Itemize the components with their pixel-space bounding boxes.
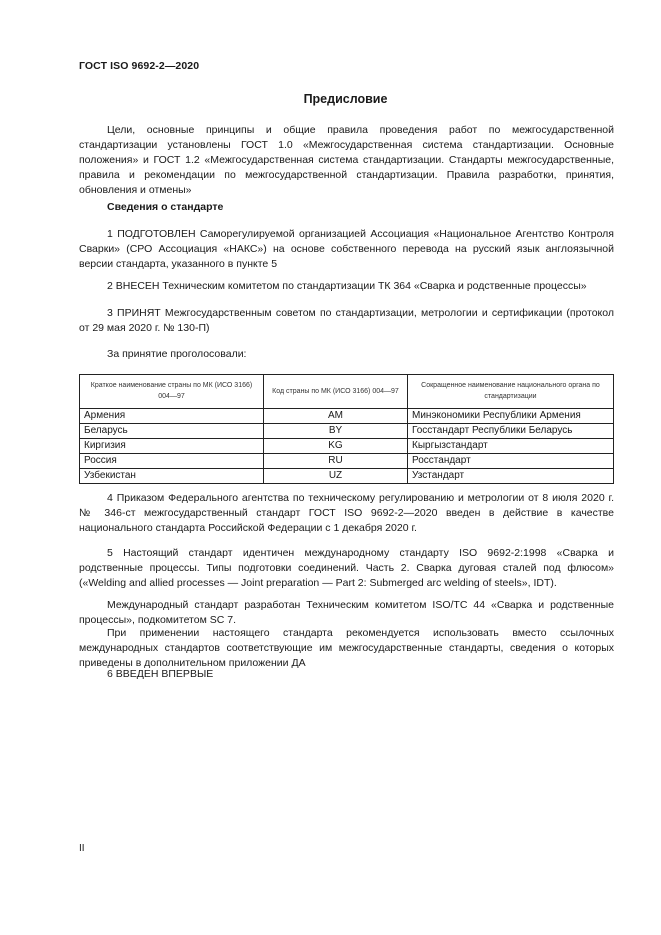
table-row <box>80 424 614 439</box>
cell-body: Узстандарт <box>408 469 614 484</box>
header-country-name: Краткое наименование страны по МК (ИСО 3166) 004—97 <box>80 375 264 409</box>
cell-country: Беларусь <box>80 424 264 439</box>
cell-country: Армения <box>80 409 264 424</box>
cell-code: AM <box>264 409 408 424</box>
intro-paragraph: Цели, основные принципы и общие правила проведения работ по межгосударственной стандартизации установлены ГОСТ 1.0 «Межгосударственная система стандартизации. Основные положения» и ГОСТ 1.2 «Межгосударственная система стандартизации. Стандарты межгосударственные, правила и рекомендации по межгосударственной стандартизации. Правила разработки, принятия, обновления и отмены» <box>79 124 614 196</box>
item-1-paragraph: 1 ПОДГОТОВЛЕН Саморегулируемой организацией Ассоциация «Национальное Агентство Контроля Сварки» (СРО Ассоциация «НАКС») на основе собственного перевода на русский язык англоязычной версии стандарта, указанного в пункте 5 <box>79 228 614 270</box>
item-3-paragraph: 3 ПРИНЯТ Межгосударственным советом по стандартизации, метрологии и сертификации (протокол от 29 мая 2020 г. № 130-П) <box>79 307 614 334</box>
page-number: II <box>79 843 85 854</box>
item-2-paragraph: 2 ВНЕСЕН Техническим комитетом по стандартизации ТК 364 «Сварка и родственные процессы» <box>107 280 587 292</box>
item-5-tc-paragraph: Международный стандарт разработан Техническим комитетом ISO/TC 44 «Сварка и родственные процессы», подкомитетом SC 7. <box>79 599 614 626</box>
item-4-paragraph: 4 Приказом Федерального агентства по техническому регулированию и метрологии от 8 июля 2020 г. № 346-ст межгосударственный стандарт ГОСТ ISO 9692-2—2020 введен в действие в качестве национального стандарта Российской Федерации с 1 декабря 2020 г. <box>79 492 614 534</box>
voting-table <box>79 374 614 484</box>
document-id: ГОСТ ISO 9692-2—2020 <box>79 60 200 72</box>
cell-body: Госстандарт Республики Беларусь <box>408 424 614 439</box>
cell-code: BY <box>264 424 408 439</box>
cell-body: Минэкономики Республики Армения <box>408 409 614 424</box>
info-heading: Сведения о стандарте <box>107 201 224 213</box>
cell-code: KG <box>264 439 408 454</box>
header-standards-body: Сокращенное наименование национального органа по стандартизации <box>408 375 614 409</box>
table-header-row <box>80 375 614 409</box>
cell-code: RU <box>264 454 408 469</box>
header-country-code: Код страны по МК (ИСО 3166) 004—97 <box>264 375 408 409</box>
cell-code: UZ <box>264 469 408 484</box>
table-row <box>80 469 614 484</box>
cell-body: Кыргызстандарт <box>408 439 614 454</box>
item-6-paragraph: 6 ВВЕДЕН ВПЕРВЫЕ <box>107 668 214 680</box>
page-title: Предисловие <box>303 92 388 106</box>
cell-country: Киргизия <box>80 439 264 454</box>
cell-country: Узбекистан <box>80 469 264 484</box>
item-5-references-paragraph: При применении настоящего стандарта рекомендуется использовать вместо ссылочных международных стандартов соответствующие им межгосударственные стандарты, сведения о которых приведены в дополнительном приложении ДА <box>79 627 614 669</box>
table-row <box>80 409 614 424</box>
cell-body: Росстандарт <box>408 454 614 469</box>
item-5-paragraph: 5 Настоящий стандарт идентичен международному стандарту ISO 9692-2:1998 «Сварка и родственные процессы. Типы подготовки соединений. Часть 2. Сварка дуговая сталей под флюсом» («Welding and allied processes — Joint preparation — Part 2: Submerged arc welding of steels», IDT). <box>79 547 614 589</box>
voted-label: За принятие проголосовали: <box>107 348 247 360</box>
table-row <box>80 439 614 454</box>
cell-country: Россия <box>80 454 264 469</box>
table-row <box>80 454 614 469</box>
